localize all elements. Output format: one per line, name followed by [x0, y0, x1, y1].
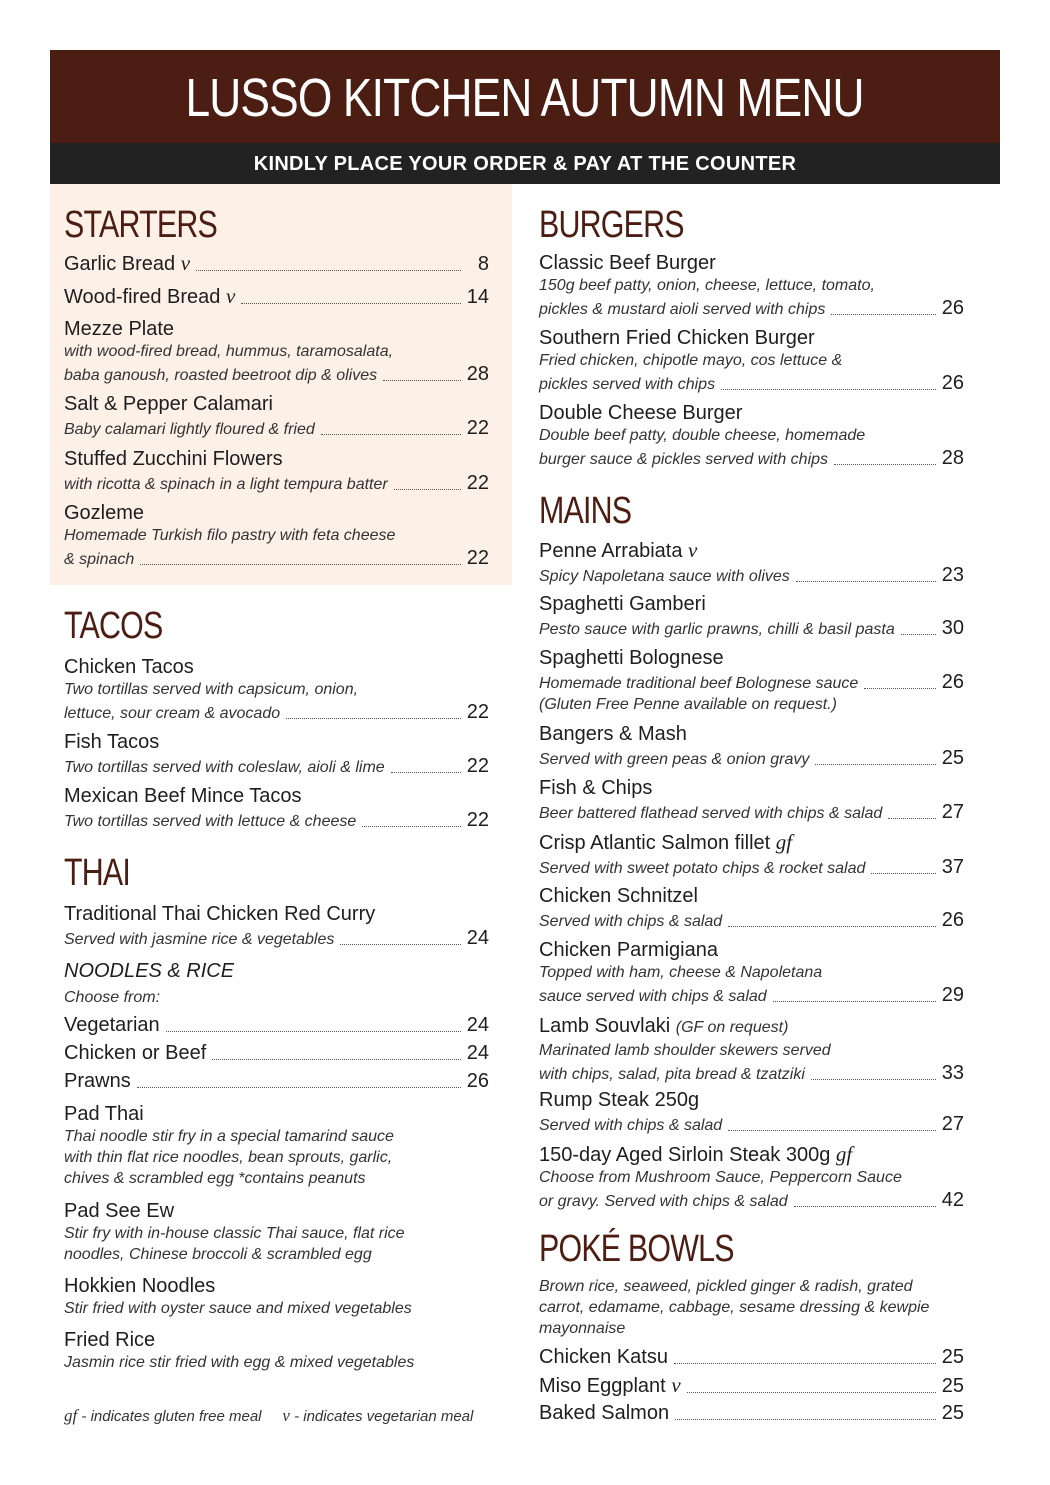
menu-item: Chicken Tacos Two tortillas served with capsicum, onion, lettuce, sour cream & avocado 22 — [64, 656, 489, 723]
price: 27 — [941, 801, 964, 823]
price: 26 — [941, 297, 964, 319]
price: 25 — [941, 1346, 964, 1368]
price: 30 — [941, 617, 964, 639]
menu-option: Chicken Katsu 25 — [539, 1346, 964, 1368]
price: 24 — [466, 1014, 489, 1036]
menu-item: Rump Steak 250g Served with chips & salad 27 — [539, 1089, 964, 1135]
poke-bowls-heading: POKÉ BOWLS — [539, 1228, 734, 1270]
price: 14 — [466, 286, 489, 308]
price: 8 — [477, 253, 489, 275]
price: 29 — [941, 984, 964, 1006]
left-column — [64, 184, 489, 1444]
menu-header — [50, 50, 1000, 143]
price: 28 — [466, 363, 489, 385]
starters-heading: STARTERS — [64, 204, 217, 246]
price: 23 — [941, 564, 964, 586]
menu-item: Penne Arrabiata v Spicy Napoletana sauce with olives 23 — [539, 538, 964, 586]
price: 24 — [466, 1042, 489, 1064]
menu-item: Pad See Ew Stir fry with in-house classic Thai sauce, flat rice noodles, Chinese broccoli & scrambled egg — [64, 1200, 405, 1263]
price: 22 — [466, 701, 489, 723]
menu-item: Southern Fried Chicken Burger Fried chicken, chipotle mayo, cos lettuce & pickles served with chips 26 — [539, 327, 964, 394]
menu-item: Wood-fired Bread v 14 — [64, 284, 489, 308]
menu-option: Prawns 26 — [64, 1070, 489, 1092]
price: 22 — [466, 547, 489, 569]
menu-item: Traditional Thai Chicken Red Curry Served with jasmine rice & vegetables 24 — [64, 903, 489, 949]
menu-item: Garlic Bread v 8 — [64, 251, 489, 275]
price: 22 — [466, 755, 489, 777]
mains-heading: MAINS — [539, 490, 632, 532]
price: 22 — [466, 472, 489, 494]
price: 25 — [941, 747, 964, 769]
price: 25 — [941, 1402, 964, 1424]
menu-item: Gozleme Homemade Turkish filo pastry with feta cheese & spinach 22 — [64, 502, 489, 569]
menu-item: Double Cheese Burger Double beef patty, double cheese, homemade burger sauce & pickles served with chips 28 — [539, 402, 964, 469]
menu-option: Baked Salmon 25 — [539, 1402, 964, 1424]
price: 26 — [466, 1070, 489, 1092]
price: 22 — [466, 417, 489, 439]
menu-item: Fried Rice Jasmin rice stir fried with egg & mixed vegetables — [64, 1329, 415, 1371]
menu-item: Chicken Parmigiana Topped with ham, cheese & Napoletana sauce served with chips & salad 29 — [539, 939, 964, 1006]
price: 37 — [941, 856, 964, 878]
menu-item: Fish Tacos Two tortillas served with coleslaw, aioli & lime 22 — [64, 731, 489, 777]
price: 42 — [941, 1189, 964, 1211]
menu-item: Crisp Atlantic Salmon fillet gf Served with sweet potato chips & rocket salad 37 — [539, 830, 964, 878]
price: 24 — [466, 927, 489, 949]
menu-item: Lamb Souvlaki (GF on request) Marinated lamb shoulder skewers served with chips, salad, pita bread & tzatziki 33 — [539, 1015, 964, 1084]
choose-from-note: Choose from: — [64, 989, 161, 1006]
menu-item: Chicken Schnitzel Served with chips & salad 26 — [539, 885, 964, 931]
price: 28 — [941, 447, 964, 469]
price: 26 — [941, 671, 964, 693]
right-column — [539, 184, 964, 1444]
menu-item: Fish & Chips Beer battered flathead served with chips & salad 27 — [539, 777, 964, 823]
price: 33 — [941, 1062, 964, 1084]
order-instruction-bar: KINDLY PLACE YOUR ORDER & PAY AT THE COUNTER — [50, 143, 1000, 184]
price: 27 — [941, 1113, 964, 1135]
menu-item: Pad Thai Thai noodle stir fry in a special tamarind sauce with thin flat rice noodles, bean sprouts, garlic, chives & scrambled egg *contains peanuts — [64, 1103, 394, 1187]
menu-item: Spaghetti Gamberi Pesto sauce with garlic prawns, chilli & basil pasta 30 — [539, 593, 964, 639]
poke-bowls-description: Brown rice, seaweed, pickled ginger & radish, grated carrot, edamame, cabbage, sesame dressing & kewpie mayonnaise — [539, 1278, 930, 1337]
menu-option: Miso Eggplant v 25 — [539, 1373, 964, 1397]
price: 26 — [941, 909, 964, 931]
burgers-heading: BURGERS — [539, 204, 684, 246]
menu-item: Salt & Pepper Calamari Baby calamari lightly floured & fried 22 — [64, 393, 489, 439]
tacos-heading: TACOS — [64, 605, 163, 647]
menu-option: Vegetarian 24 — [64, 1014, 489, 1036]
noodles-rice-subheading: NOODLES & RICE — [64, 960, 235, 982]
menu-item: Bangers & Mash Served with green peas & onion gravy 25 — [539, 723, 964, 769]
thai-heading: THAI — [64, 852, 131, 894]
menu-option: Chicken or Beef 24 — [64, 1042, 489, 1064]
menu-item: 150-day Aged Sirloin Steak 300g gf Choose from Mushroom Sauce, Peppercorn Sauce or gravy. Served with chips & salad 42 — [539, 1142, 964, 1211]
dietary-legend: gf - indicates gluten free meal v - indicates vegetarian meal — [64, 1406, 474, 1425]
menu-item: Classic Beef Burger 150g beef patty, onion, cheese, lettuce, tomato, pickles & mustard aioli served with chips 26 — [539, 252, 964, 319]
menu-item: Stuffed Zucchini Flowers with ricotta & spinach in a light tempura batter 22 — [64, 448, 489, 494]
price: 26 — [941, 372, 964, 394]
menu-item: Spaghetti Bolognese Homemade traditional beef Bolognese sauce 26 (Gluten Free Penne available on request.) — [539, 647, 964, 713]
menu-item: Mezze Plate with wood-fired bread, hummus, taramosalata, baba ganoush, roasted beetroot dip & olives 28 — [64, 318, 489, 385]
price: 22 — [466, 809, 489, 831]
menu-item: Hokkien Noodles Stir fried with oyster sauce and mixed vegetables — [64, 1275, 412, 1317]
price: 25 — [941, 1375, 964, 1397]
menu-item: Mexican Beef Mince Tacos Two tortillas served with lettuce & cheese 22 — [64, 785, 489, 831]
menu-title: LUSSO KITCHEN AUTUMN MENU — [185, 68, 865, 128]
